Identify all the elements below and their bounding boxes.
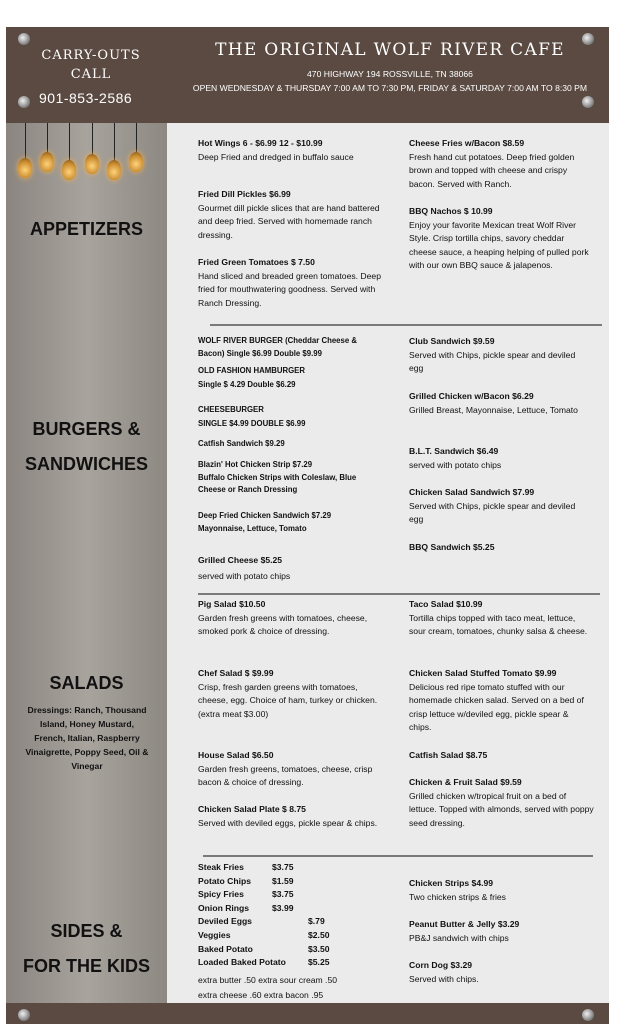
side-item: Potato Chips $1.59: [198, 875, 294, 886]
section-kids: FOR THE KIDS: [22, 956, 150, 976]
menu-item: Cheese Fries w/Bacon $8.59 Fresh hand cut potatoes. Deep fried golden brown and topped with cheese and crispy bacon. Served with Ranch.: [409, 138, 575, 189]
section-appetizers: APPETIZERS: [29, 219, 144, 239]
section-burgers: BURGERS &: [32, 419, 141, 439]
menu-item: CHEESEBURGER SINGLE $4.99 DOUBLE $6.99: [198, 405, 306, 428]
screw-icon: [18, 96, 30, 108]
hours: OPEN WEDNESDAY & THURSDAY 7:00 AM TO 7:30 PM, FRIDAY & SATURDAY 7:00 AM TO 8:30 PM: [192, 83, 588, 93]
light-bulb-icon: [85, 154, 99, 174]
side-item: Onion Rings $3.99: [198, 902, 294, 913]
menu-item: Grilled Cheese $5.25 served with potato chips: [198, 555, 291, 581]
menu-item: Blazin' Hot Chicken Strip $7.29 Buffalo Chicken Strips with Coleslaw, Blue Cheese or Ranch Dressing: [198, 460, 357, 494]
menu-item: Chicken Strips $4.99 Two chicken strips & fries: [409, 878, 506, 902]
menu-item: OLD FASHION HAMBURGER Single $ 4.29 Double $6.29: [198, 366, 305, 389]
menu-item: Chicken Salad Sandwich $7.99 Served with Chips, pickle spear and deviled egg: [409, 487, 576, 525]
menu-item: Deep Fried Chicken Sandwich $7.29 Mayonnaise, Lettuce, Tomato: [198, 511, 332, 533]
light-bulb-icon: [18, 158, 32, 178]
extras-line: extra butter .50 extra sour cream .50: [198, 975, 337, 985]
carry-outs-label: CARRY-OUTS CALL: [41, 48, 141, 82]
menu-item: Hot Wings 6 - $6.99 12 - $10.99 Deep Fried and dredged in buffalo sauce: [198, 138, 354, 162]
restaurant-title: THE ORIGINAL WOLF RIVER CAFE: [215, 40, 565, 60]
extras: [198, 973, 337, 1003]
menu-item: B.L.T. Sandwich $6.49 served with potato chips: [409, 446, 502, 470]
address: 470 HIGHWAY 194 ROSSVILLE, TN 38066: [307, 69, 473, 79]
menu-item: House Salad $6.50 Garden fresh greens, tomatoes, cheese, crisp bacon & choice of dressing.: [198, 750, 373, 788]
menu-item: Catfish Sandwich $9.29: [198, 439, 285, 448]
side-item: Steak Fries $3.75: [198, 862, 294, 872]
sides-list: [198, 861, 330, 970]
side-item: Baked Potato $3.50: [198, 943, 330, 954]
menu-item: BBQ Sandwich $5.25: [409, 542, 495, 552]
menu-item: Chicken Salad Stuffed Tomato $9.99 Delicious red ripe tomato stuffed with our homemade chicken salad. Served on a bed of crisp lettuce w/deviled egg, pickle spear & chips.: [409, 668, 584, 733]
side-item: Loaded Baked Potato $5.25: [198, 957, 330, 968]
menu-item: Club Sandwich $9.59 Served with Chips, pickle spear and deviled egg: [409, 336, 576, 374]
divider: [210, 324, 602, 326]
side-item: Veggies $2.50: [198, 929, 330, 940]
section-sandwiches: SANDWICHES: [24, 454, 148, 474]
light-bulb-icon: [129, 152, 143, 172]
light-bulb-icon: [62, 160, 76, 180]
menu-item: Chef Salad $ $9.99 Crisp, fresh garden greens with tomatoes, cheese, egg. Choice of ham, turkey or chicken. (extra meat $3.00): [198, 668, 378, 719]
menu-item: Catfish Salad $8.75: [409, 750, 488, 760]
section-column: [6, 123, 167, 1003]
screw-icon: [18, 33, 30, 45]
header-bar: [6, 27, 609, 123]
menu-item: BBQ Nachos $ 10.99 Enjoy your favorite Mexican treat Wolf River Style. Crisp tortilla chips, savory cheddar cheese sauce, a heaping helping of pulled pork with our own BBQ sauce & jalapenos.: [409, 206, 589, 271]
menu-item: Fried Green Tomatoes $ 7.50 Hand sliced and breaded green tomatoes. Deep fried for mouthwatering goodness. Served with Ranch Dressing.: [198, 257, 381, 308]
screw-icon: [582, 1009, 594, 1021]
footer-bar: [6, 1003, 609, 1024]
section-sides: SIDES &: [50, 921, 123, 941]
light-bulb-icon: [107, 160, 121, 180]
section-salads: SALADS: [49, 673, 124, 693]
divider: [203, 855, 593, 857]
menu-item: Fried Dill Pickles $6.99 Gourmet dill pickle slices that are hand battered and deep fried. Served with homemade ranch dressing.: [198, 189, 380, 240]
side-item: Spicy Fries $3.75: [198, 889, 294, 900]
screw-icon: [18, 1009, 30, 1021]
menu-item: Peanut Butter & Jelly $3.29 PB&J sandwich with chips: [409, 919, 520, 943]
light-bulb-icon: [40, 152, 54, 172]
screw-icon: [582, 96, 594, 108]
divider: [198, 593, 600, 595]
menu-item: Corn Dog $3.29 Served with chips.: [409, 960, 479, 984]
dressing-options: Dressings: Ranch, Thousand Island, Honey Mustard, French, Italian, Raspberry Vinaigrette, Poppy Seed, Oil & Vinegar: [25, 705, 149, 771]
extras-line: extra cheese .60 extra bacon .95: [198, 990, 324, 1000]
menu-item: Chicken & Fruit Salad $9.59 Grilled chicken w/tropical fruit on a bed of lettuce. Topped with almonds, served with poppy seed dressing.: [409, 777, 594, 828]
menu-item: Taco Salad $10.99 Tortilla chips topped with taco meat, lettuce, sour cream, tomatoes, chunky salsa & cheese.: [409, 599, 588, 637]
menu-item: Chicken Salad Plate $ 8.75 Served with deviled eggs, pickle spear & chips.: [198, 804, 378, 828]
side-item: Deviled Eggs $.79: [198, 916, 325, 927]
phone-number[interactable]: 901-853-2586: [39, 90, 133, 106]
menu-item: WOLF RIVER BURGER (Cheddar Cheese & Bacon) Single $6.99 Double $9.99: [198, 336, 357, 358]
menu-item: Grilled Chicken w/Bacon $6.29 Grilled Breast, Mayonnaise, Lettuce, Tomato: [409, 391, 578, 415]
menu-item: Pig Salad $10.50 Garden fresh greens with tomatoes, cheese, smoked pork & choice of dressing.: [198, 599, 368, 637]
